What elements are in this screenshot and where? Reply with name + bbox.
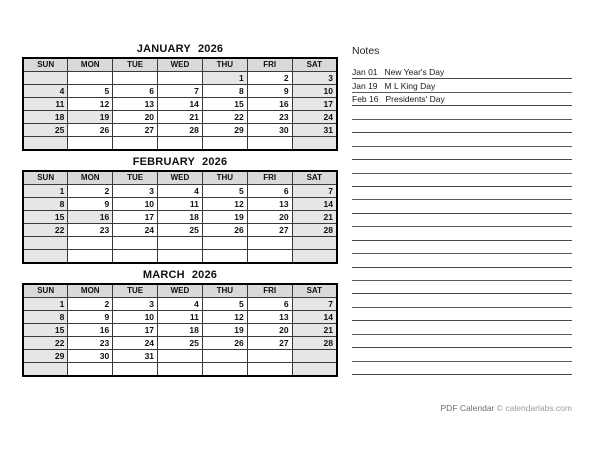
day-cell: 1 bbox=[23, 298, 68, 311]
day-cell: 7 bbox=[158, 85, 203, 98]
week-row bbox=[23, 98, 337, 111]
month-february bbox=[22, 156, 338, 264]
day-cell: 15 bbox=[23, 324, 68, 337]
note-line bbox=[352, 133, 572, 146]
day-cell: 19 bbox=[202, 324, 247, 337]
day-cell: 13 bbox=[247, 198, 292, 211]
note-line bbox=[352, 362, 572, 375]
day-cell bbox=[23, 72, 68, 85]
week-row bbox=[23, 137, 337, 151]
month-title bbox=[22, 269, 338, 282]
day-cell: 18 bbox=[158, 211, 203, 224]
day-cell: 18 bbox=[23, 111, 68, 124]
weekday-header-thu: THU bbox=[202, 171, 247, 185]
day-cell: 17 bbox=[113, 324, 158, 337]
weekday-header-row bbox=[23, 58, 337, 72]
footer-product-label: PDF Calendar bbox=[440, 403, 495, 413]
footer-copyright-link[interactable]: © calendarlabs.com bbox=[496, 403, 572, 413]
day-cell: 29 bbox=[23, 350, 68, 363]
day-cell: 5 bbox=[202, 185, 247, 198]
note-line bbox=[352, 120, 572, 133]
day-cell: 15 bbox=[202, 98, 247, 111]
note-line bbox=[352, 79, 572, 92]
day-cell: 8 bbox=[23, 198, 68, 211]
note-line bbox=[352, 174, 572, 187]
week-row bbox=[23, 211, 337, 224]
day-cell: 10 bbox=[113, 198, 158, 211]
day-cell: 3 bbox=[292, 72, 337, 85]
day-cell: 2 bbox=[68, 298, 113, 311]
day-cell: 29 bbox=[202, 124, 247, 137]
day-cell bbox=[68, 237, 113, 250]
weekday-header-row-inner bbox=[23, 171, 337, 185]
day-cell: 27 bbox=[247, 337, 292, 350]
day-cell: 4 bbox=[158, 298, 203, 311]
week-row bbox=[23, 85, 337, 98]
week-row bbox=[23, 337, 337, 350]
weekday-header-sun: SUN bbox=[23, 171, 68, 185]
day-cell bbox=[247, 137, 292, 151]
day-cell: 4 bbox=[158, 185, 203, 198]
weekday-header-row-inner bbox=[23, 58, 337, 72]
day-cell: 12 bbox=[202, 198, 247, 211]
month-name-label: FEBRUARY bbox=[132, 156, 196, 168]
notes-ruled-lines bbox=[352, 66, 572, 375]
day-cell: 28 bbox=[292, 224, 337, 237]
day-cell bbox=[158, 363, 203, 377]
day-cell: 8 bbox=[202, 85, 247, 98]
day-cell: 23 bbox=[247, 111, 292, 124]
day-cell bbox=[202, 250, 247, 264]
weekday-header-tue: TUE bbox=[113, 58, 158, 72]
week-row bbox=[23, 198, 337, 211]
day-cell: 30 bbox=[68, 350, 113, 363]
day-cell: 24 bbox=[113, 224, 158, 237]
day-cell bbox=[113, 72, 158, 85]
day-cell: 16 bbox=[247, 98, 292, 111]
month-year-label: 2026 bbox=[197, 43, 224, 55]
day-cell bbox=[292, 363, 337, 377]
note-entry-text: M L King Day bbox=[384, 80, 436, 91]
calendar-table-january bbox=[22, 57, 338, 151]
weekday-header-sat: SAT bbox=[292, 58, 337, 72]
day-cell bbox=[247, 237, 292, 250]
day-cell: 22 bbox=[23, 337, 68, 350]
day-cell: 18 bbox=[158, 324, 203, 337]
week-row bbox=[23, 224, 337, 237]
day-cell: 24 bbox=[113, 337, 158, 350]
day-cell: 3 bbox=[113, 298, 158, 311]
day-cell: 13 bbox=[247, 311, 292, 324]
day-cell bbox=[247, 250, 292, 264]
day-cell: 16 bbox=[68, 211, 113, 224]
day-cell: 21 bbox=[292, 211, 337, 224]
day-cell bbox=[23, 237, 68, 250]
day-cell bbox=[202, 237, 247, 250]
weekday-header-row bbox=[23, 171, 337, 185]
day-cell: 11 bbox=[23, 98, 68, 111]
day-cell: 14 bbox=[292, 198, 337, 211]
day-cell: 26 bbox=[202, 337, 247, 350]
day-cell bbox=[158, 137, 203, 151]
day-cell: 31 bbox=[292, 124, 337, 137]
weekday-header-mon: MON bbox=[68, 284, 113, 298]
day-cell: 4 bbox=[23, 85, 68, 98]
footer bbox=[441, 403, 572, 413]
day-cell: 25 bbox=[158, 337, 203, 350]
day-cell: 13 bbox=[113, 98, 158, 111]
day-cell: 5 bbox=[68, 85, 113, 98]
months-column bbox=[22, 43, 338, 382]
note-line bbox=[352, 254, 572, 267]
day-cell: 19 bbox=[68, 111, 113, 124]
day-cell bbox=[113, 137, 158, 151]
day-cell: 14 bbox=[158, 98, 203, 111]
week-row bbox=[23, 124, 337, 137]
day-cell bbox=[23, 137, 68, 151]
day-cell: 9 bbox=[68, 198, 113, 211]
note-line bbox=[352, 200, 572, 213]
week-row bbox=[23, 324, 337, 337]
day-cell: 31 bbox=[113, 350, 158, 363]
day-cell: 30 bbox=[247, 124, 292, 137]
day-cell: 10 bbox=[292, 85, 337, 98]
day-cell: 21 bbox=[158, 111, 203, 124]
day-cell: 23 bbox=[68, 224, 113, 237]
notes-panel bbox=[352, 44, 572, 375]
day-cell: 17 bbox=[292, 98, 337, 111]
day-cell: 10 bbox=[113, 311, 158, 324]
weekday-header-mon: MON bbox=[68, 171, 113, 185]
note-entry-date: Jan 19 bbox=[352, 80, 378, 91]
month-march bbox=[22, 269, 338, 377]
month-january bbox=[22, 43, 338, 151]
day-cell bbox=[292, 350, 337, 363]
day-cell: 22 bbox=[202, 111, 247, 124]
day-cell: 11 bbox=[158, 198, 203, 211]
day-cell: 15 bbox=[23, 211, 68, 224]
week-row bbox=[23, 111, 337, 124]
day-cell bbox=[23, 363, 68, 377]
note-line bbox=[352, 308, 572, 321]
day-cell: 1 bbox=[23, 185, 68, 198]
weekday-header-sat: SAT bbox=[292, 284, 337, 298]
day-cell: 12 bbox=[68, 98, 113, 111]
day-cell bbox=[292, 137, 337, 151]
weekday-header-wed: WED bbox=[158, 284, 203, 298]
weekday-header-sun: SUN bbox=[23, 284, 68, 298]
day-cell: 20 bbox=[247, 211, 292, 224]
note-line bbox=[352, 160, 572, 173]
day-cell: 25 bbox=[158, 224, 203, 237]
day-cell: 6 bbox=[247, 298, 292, 311]
day-cell bbox=[68, 250, 113, 264]
note-line bbox=[352, 335, 572, 348]
week-row bbox=[23, 363, 337, 377]
day-cell: 20 bbox=[113, 111, 158, 124]
day-cell: 24 bbox=[292, 111, 337, 124]
day-cell: 26 bbox=[202, 224, 247, 237]
day-cell: 9 bbox=[68, 311, 113, 324]
day-cell: 21 bbox=[292, 324, 337, 337]
weekday-header-tue: TUE bbox=[113, 171, 158, 185]
week-row bbox=[23, 185, 337, 198]
day-cell: 11 bbox=[158, 311, 203, 324]
day-cell bbox=[202, 363, 247, 377]
weekday-header-wed: WED bbox=[158, 58, 203, 72]
note-entry-text: New Year's Day bbox=[384, 67, 445, 78]
weekday-header-wed: WED bbox=[158, 171, 203, 185]
day-cell: 2 bbox=[68, 185, 113, 198]
note-line bbox=[352, 241, 572, 254]
day-cell: 2 bbox=[247, 72, 292, 85]
day-cell bbox=[202, 137, 247, 151]
day-cell: 27 bbox=[113, 124, 158, 137]
calendar-body bbox=[23, 185, 337, 264]
weekday-header-thu: THU bbox=[202, 284, 247, 298]
weekday-header-fri: FRI bbox=[247, 171, 292, 185]
day-cell: 3 bbox=[113, 185, 158, 198]
day-cell bbox=[247, 363, 292, 377]
day-cell: 14 bbox=[292, 311, 337, 324]
note-line bbox=[352, 147, 572, 160]
weekday-header-sun: SUN bbox=[23, 58, 68, 72]
note-line bbox=[352, 294, 572, 307]
day-cell bbox=[23, 250, 68, 264]
day-cell: 6 bbox=[247, 185, 292, 198]
calendar-table-march bbox=[22, 283, 338, 377]
note-entry-text: Presidents' Day bbox=[385, 94, 445, 105]
day-cell: 7 bbox=[292, 298, 337, 311]
day-cell: 28 bbox=[158, 124, 203, 137]
day-cell: 20 bbox=[247, 324, 292, 337]
weekday-header-fri: FRI bbox=[247, 284, 292, 298]
month-title bbox=[22, 156, 338, 169]
day-cell bbox=[158, 72, 203, 85]
month-title bbox=[22, 43, 338, 56]
weekday-header-fri: FRI bbox=[247, 58, 292, 72]
day-cell: 8 bbox=[23, 311, 68, 324]
note-line bbox=[352, 321, 572, 334]
day-cell bbox=[158, 237, 203, 250]
day-cell: 6 bbox=[113, 85, 158, 98]
note-line bbox=[352, 281, 572, 294]
week-row bbox=[23, 72, 337, 85]
weekday-header-sat: SAT bbox=[292, 171, 337, 185]
day-cell: 1 bbox=[202, 72, 247, 85]
day-cell bbox=[68, 72, 113, 85]
note-entry-date: Jan 01 bbox=[352, 67, 378, 78]
day-cell bbox=[68, 137, 113, 151]
note-line bbox=[352, 348, 572, 361]
note-line bbox=[352, 187, 572, 200]
week-row bbox=[23, 311, 337, 324]
note-line bbox=[352, 214, 572, 227]
day-cell: 9 bbox=[247, 85, 292, 98]
day-cell: 25 bbox=[23, 124, 68, 137]
weekday-header-thu: THU bbox=[202, 58, 247, 72]
calendar-body bbox=[23, 72, 337, 151]
note-line bbox=[352, 66, 572, 79]
note-line bbox=[352, 93, 572, 106]
day-cell bbox=[68, 363, 113, 377]
day-cell: 17 bbox=[113, 211, 158, 224]
month-year-label: 2026 bbox=[202, 156, 228, 168]
month-year-label: 2026 bbox=[191, 269, 218, 281]
day-cell: 26 bbox=[68, 124, 113, 137]
day-cell: 12 bbox=[202, 311, 247, 324]
day-cell: 16 bbox=[68, 324, 113, 337]
weekday-header-tue: TUE bbox=[113, 284, 158, 298]
note-entry-date: Feb 16 bbox=[352, 94, 379, 105]
day-cell bbox=[158, 250, 203, 264]
note-line bbox=[352, 106, 572, 119]
day-cell: 5 bbox=[202, 298, 247, 311]
day-cell bbox=[292, 250, 337, 264]
weekday-header-row-inner bbox=[23, 284, 337, 298]
day-cell bbox=[113, 363, 158, 377]
month-name-label: MARCH bbox=[142, 269, 185, 281]
day-cell bbox=[113, 237, 158, 250]
day-cell bbox=[202, 350, 247, 363]
day-cell: 7 bbox=[292, 185, 337, 198]
week-row bbox=[23, 250, 337, 264]
calendar-body bbox=[23, 298, 337, 377]
notes-title: Notes bbox=[352, 45, 380, 57]
calendar-table-february bbox=[22, 170, 338, 264]
day-cell: 27 bbox=[247, 224, 292, 237]
month-name-label: JANUARY bbox=[136, 43, 191, 55]
day-cell: 19 bbox=[202, 211, 247, 224]
day-cell bbox=[247, 350, 292, 363]
week-row bbox=[23, 350, 337, 363]
day-cell: 22 bbox=[23, 224, 68, 237]
day-cell bbox=[113, 250, 158, 264]
note-line bbox=[352, 268, 572, 281]
weekday-header-row bbox=[23, 284, 337, 298]
weekday-header-mon: MON bbox=[68, 58, 113, 72]
week-row bbox=[23, 298, 337, 311]
day-cell: 28 bbox=[292, 337, 337, 350]
week-row bbox=[23, 237, 337, 250]
day-cell: 23 bbox=[68, 337, 113, 350]
day-cell bbox=[158, 350, 203, 363]
day-cell bbox=[292, 237, 337, 250]
note-line bbox=[352, 227, 572, 240]
